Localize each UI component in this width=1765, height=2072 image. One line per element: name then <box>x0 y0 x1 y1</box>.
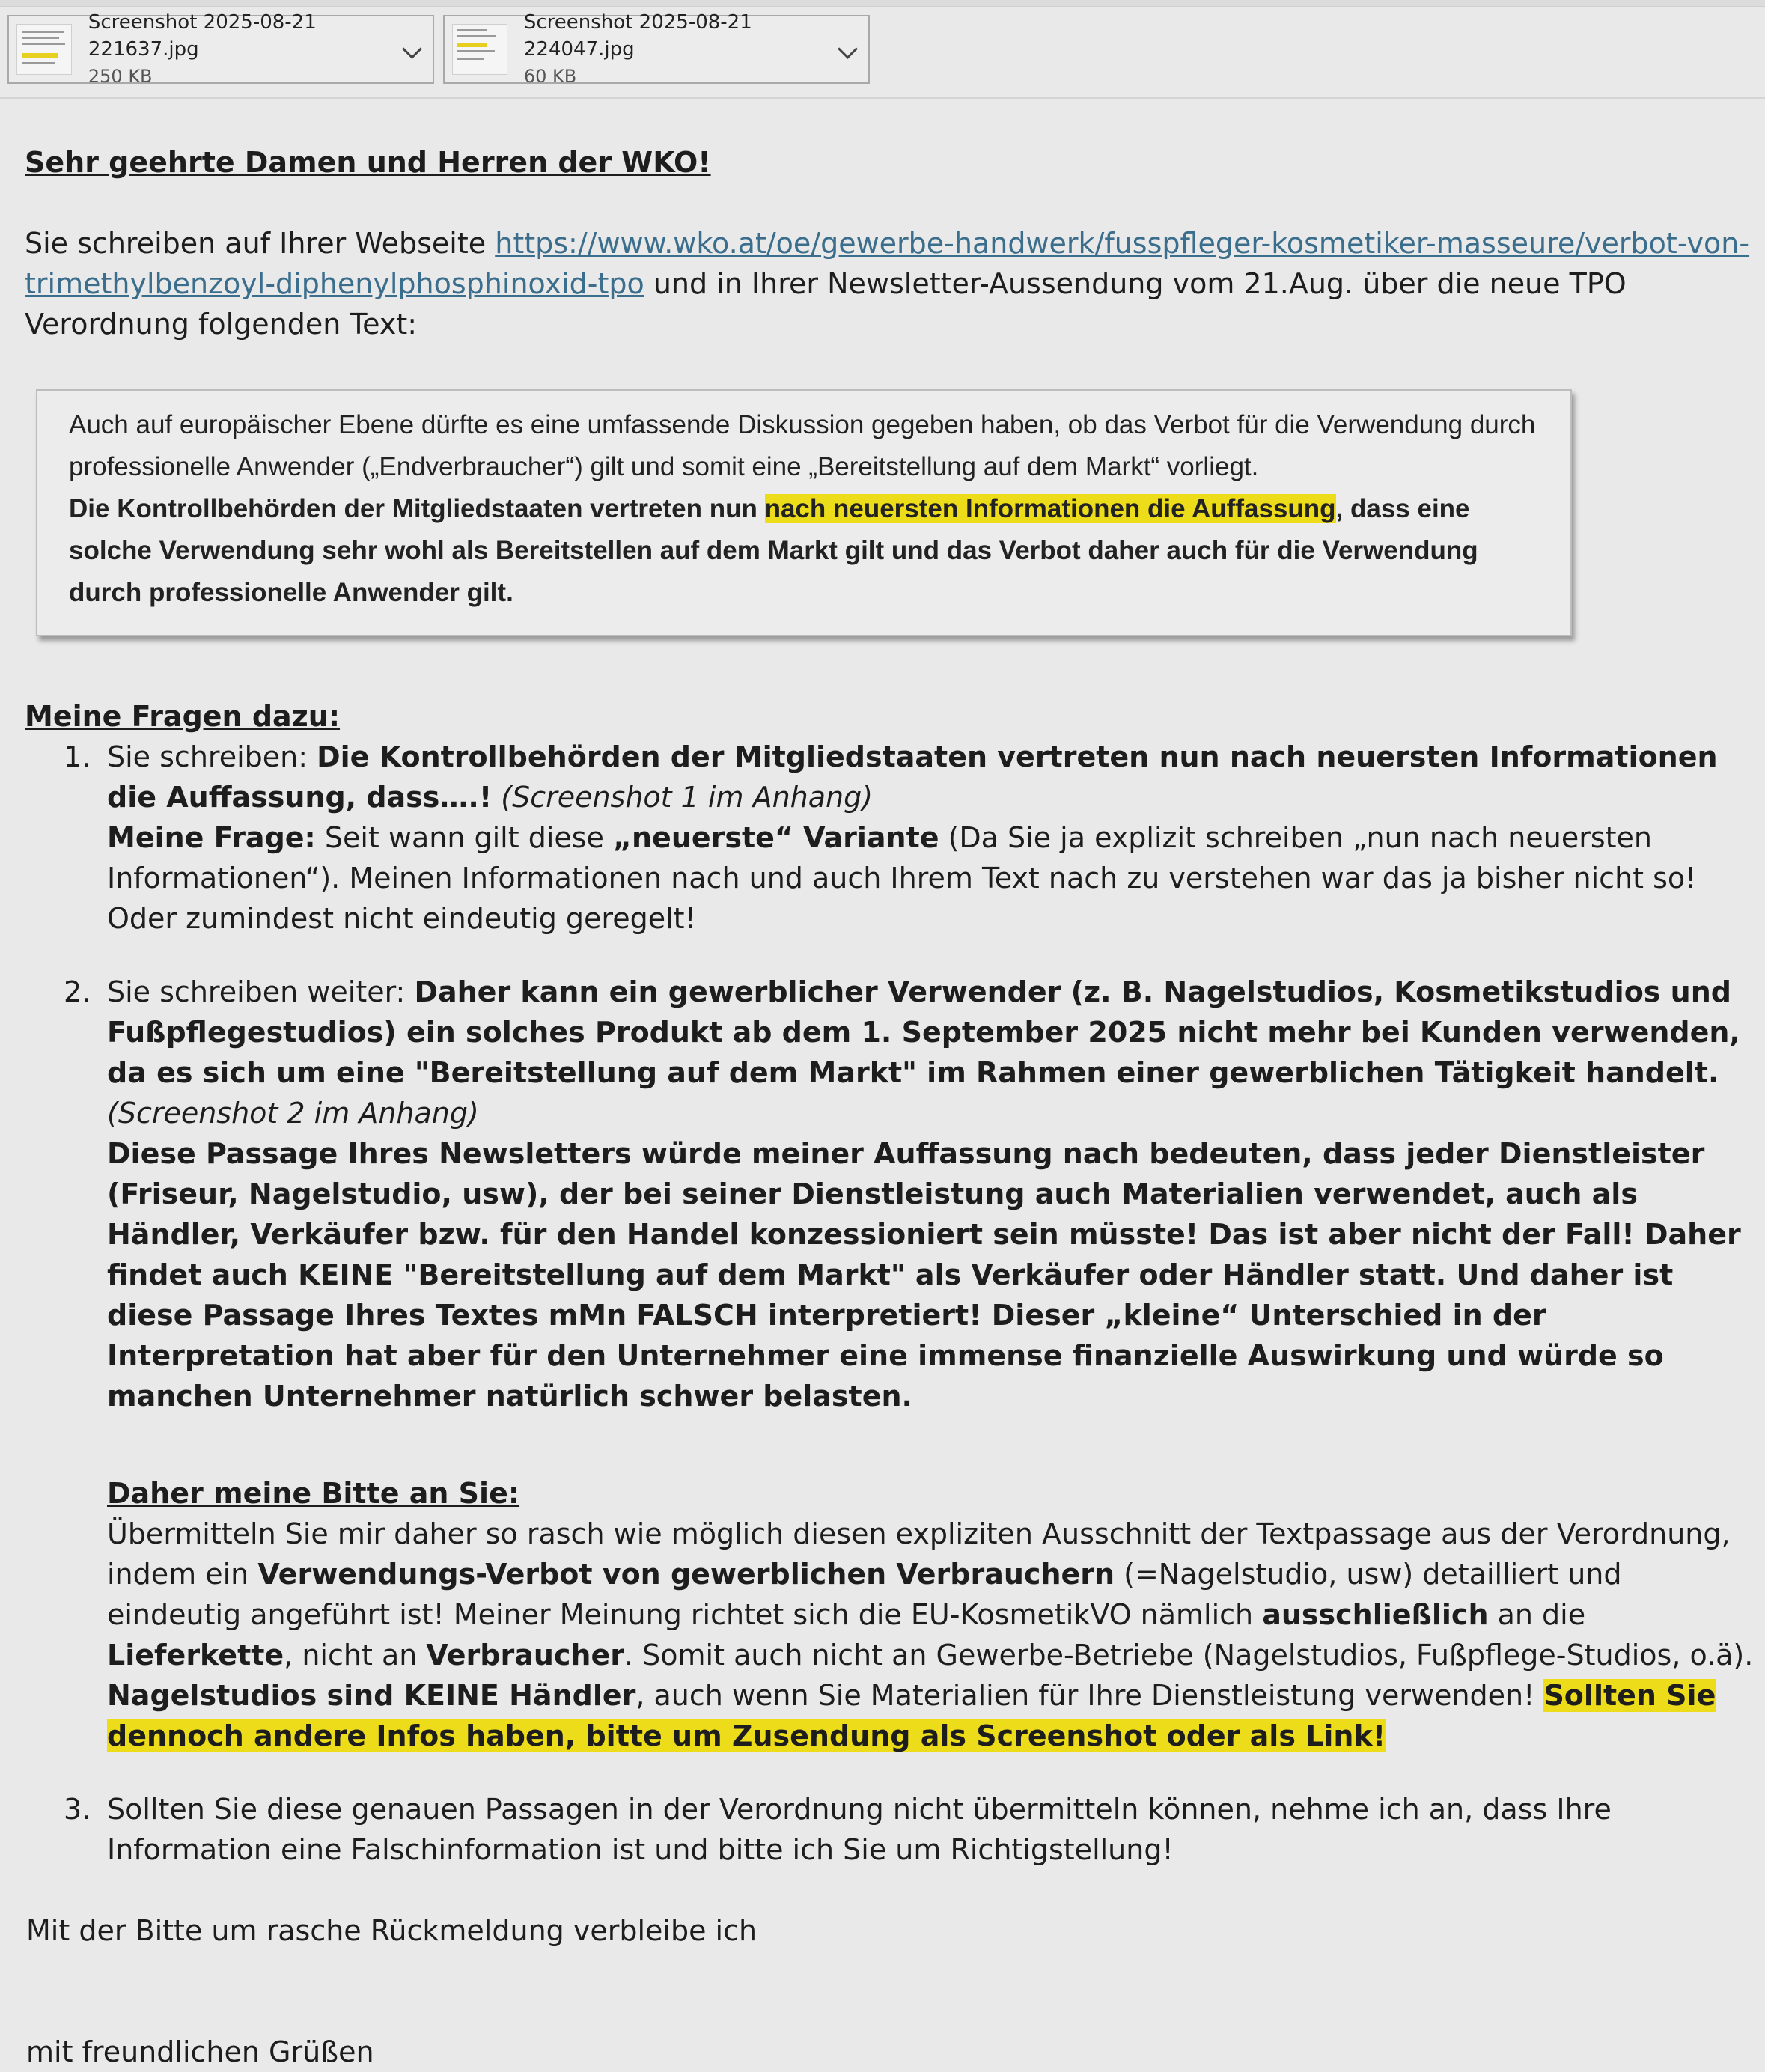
intro-paragraph: Sie schreiben auf Ihrer Webseite https://www.wko.at/oe/gewerbe-handwerk/fusspfleger-kosmetiker-masseure/verbot-von-trimethylbenzoyl-diphenylphosphinoxid-tpo und in Ihrer Newsletter-Aussendung vom 21.Aug. über die neue TPO Verordnung folgenden Text: <box>25 227 1750 341</box>
bitte-paragraph: Übermitteln Sie mir daher so rasch wie möglich diesen expliziten Ausschnitt der Textpassage aus der Verordnung, indem ein Verwendungs-Verbot von gewerblichen Verbrauchern (=Nagelstudio, usw) detailliert und eindeutig angeführt ist! Meiner Meinung richtet sich die EU-KosmetikVO nämlich ausschließlich an die Lieferkette, nicht an Verbraucher. Somit auch nicht an Gewerbe-Betriebe (Nagelstudios, Fußpflege-Studios, o.ä). Nagelstudios sind KEINE Händler, auch wenn Sie Materialien für Ihre Dienstleistung verwenden! Sollten Sie dennoch andere Infos haben, bitte um Zusendung als Screenshot oder als Link! <box>107 1517 1754 1752</box>
attachment-2[interactable] <box>443 11 870 87</box>
question-2: 2. Sie schreiben weiter: Daher kann ein gewerblicher Verwender (z. B. Nagelstudios, Kosmetikstudios und Fußpflegestudios) ein solches Produkt ab dem 1. September 2025 nicht mehr bei Kunden verwenden, da es sich um eine "Bereitstellung auf dem Markt" im Rahmen einer gewerblichen Tätigkeit handelt. (Screenshot 2 im Anhang) Diese Passage Ihres Newsletters würde meiner Auffassung nach bedeuten, dass jeder Dienstleister (Friseur, Nagelstudio, usw), der bei seiner Dienstleistung auch Materialien verwendet, auch als Händler, Verkäufer bzw. für den Handel konzessioniert sein müsste! Das ist aber nicht der Fall! Daher findet auch KEINE "Bereitstellung auf dem Markt" als Verkäufer oder Händler statt. Und daher ist diese Passage Ihres Textes mMn FALSCH interpretiert! Dieser „kleine“ Unterschied in der Interpretation hat aber für den Unternehmer eine immense finanzielle Auswirkung und würde so manchen Unternehmer natürlich schwer belasten. Daher meine Bitte an Sie: Übermitteln Sie mir daher so rasch wie möglich diesen expliziten Ausschnitt der Textpassage aus der Verordnung, indem ein Verwendungs-Verbot von gewerblichen Verbrauchern (=Nagelstudio, usw) detailliert und eindeutig angeführt ist! Meiner Meinung richtet sich die EU-KosmetikVO nämlich ausschließlich an die Lieferkette, nicht an Verbraucher. Somit auch nicht an Gewerbe-Betriebe (Nagelstudios, Fußpflege-Studios, o.ä). Nagelstudios sind KEINE Händler, auch wenn Sie Materialien für Ihre Dienstleistung verwenden! Sollten Sie dennoch andere Infos haben, bitte um Zusendung als Screenshot oder als Link! <box>25 972 1758 1756</box>
questions-section <box>25 696 1758 2072</box>
question-3: 3. Sollten Sie diese genauen Passagen in der Verordnung nicht übermitteln können, nehme ich an, dass Ihre Information eine Falschinformation ist und bitte ich Sie um Richtigstellung! <box>64 1793 1612 1866</box>
request-highlight: Sollten Sie dennoch andere Infos haben, bitte um Zusendung als Screenshot oder als Link! <box>107 1679 1716 1752</box>
questions-heading: Meine Fragen dazu: <box>25 700 341 733</box>
email-body-intro <box>25 142 1754 344</box>
attachment-1[interactable] <box>7 11 434 87</box>
attachment-thumbnail <box>452 24 507 75</box>
wko-webpage-link[interactable]: https://www.wko.at/oe/gewerbe-handwerk/fusspfleger-kosmetiker-masseure/verbot-von-trimethylbenzoyl-diphenylphosphinoxid-tpo <box>25 227 1750 300</box>
quoted-screenshot-text <box>36 389 1572 636</box>
bitte-heading: Daher meine Bitte an Sie: <box>107 1477 520 1510</box>
signoff: mit freundlichen Grüßen <box>26 2035 374 2068</box>
frage-label: Meine Frage: <box>107 821 316 854</box>
closing-line: Mit der Bitte um rasche Rückmeldung verbleibe ich <box>26 1914 757 1947</box>
attachment-size: 60 KB <box>523 66 577 87</box>
quote-highlight: nach neuersten Informationen die Auffassung <box>764 494 1336 523</box>
attachment-size: 250 KB <box>88 66 153 87</box>
question-1: 1. Sie schreiben: Die Kontrollbehörden der Mitgliedstaaten vertreten nun nach neuersten Informationen die Auffassung, dass….! (Screenshot 1 im Anhang) Meine Frage: Seit wann gilt diese „neuerste“ Variante (Da Sie ja explizit schreiben „nun nach neuersten Informationen“). Meinen Informationen nach und auch Ihrem Text nach zu verstehen war das ja bisher nicht so! Oder zumindest nicht eindeutig geregelt! <box>64 740 1718 935</box>
attachment-thumbnail <box>16 24 72 75</box>
greeting: Sehr geehrte Damen und Herren der WKO! <box>25 146 711 179</box>
window-top-edge <box>0 0 1765 7</box>
attachments-bar <box>0 7 1765 99</box>
attachment-name: Screenshot 2025-08-21 221637.jpg <box>88 11 317 61</box>
quote-line: Auch auf europäischer Ebene dürfte es eine umfassende Diskussion gegeben haben, ob das Verbot für die Verwendung durch professionelle Anwender („Endverbraucher“) gilt und somit eine „Bereitstellung auf dem Markt“ vorliegt. <box>69 410 1536 481</box>
questions-list <box>25 737 1758 1870</box>
quote-bold: Die Kontrollbehörden der Mitgliedstaaten vertreten nun nach neuersten Informationen die Auffassung, dass eine solche Verwendung sehr wohl als Bereitstellen auf dem Markt gilt und das Verbot daher auch für die Verwendung durch professionelle Anwender gilt. <box>69 494 1478 607</box>
attachment-name: Screenshot 2025-08-21 224047.jpg <box>523 11 752 61</box>
